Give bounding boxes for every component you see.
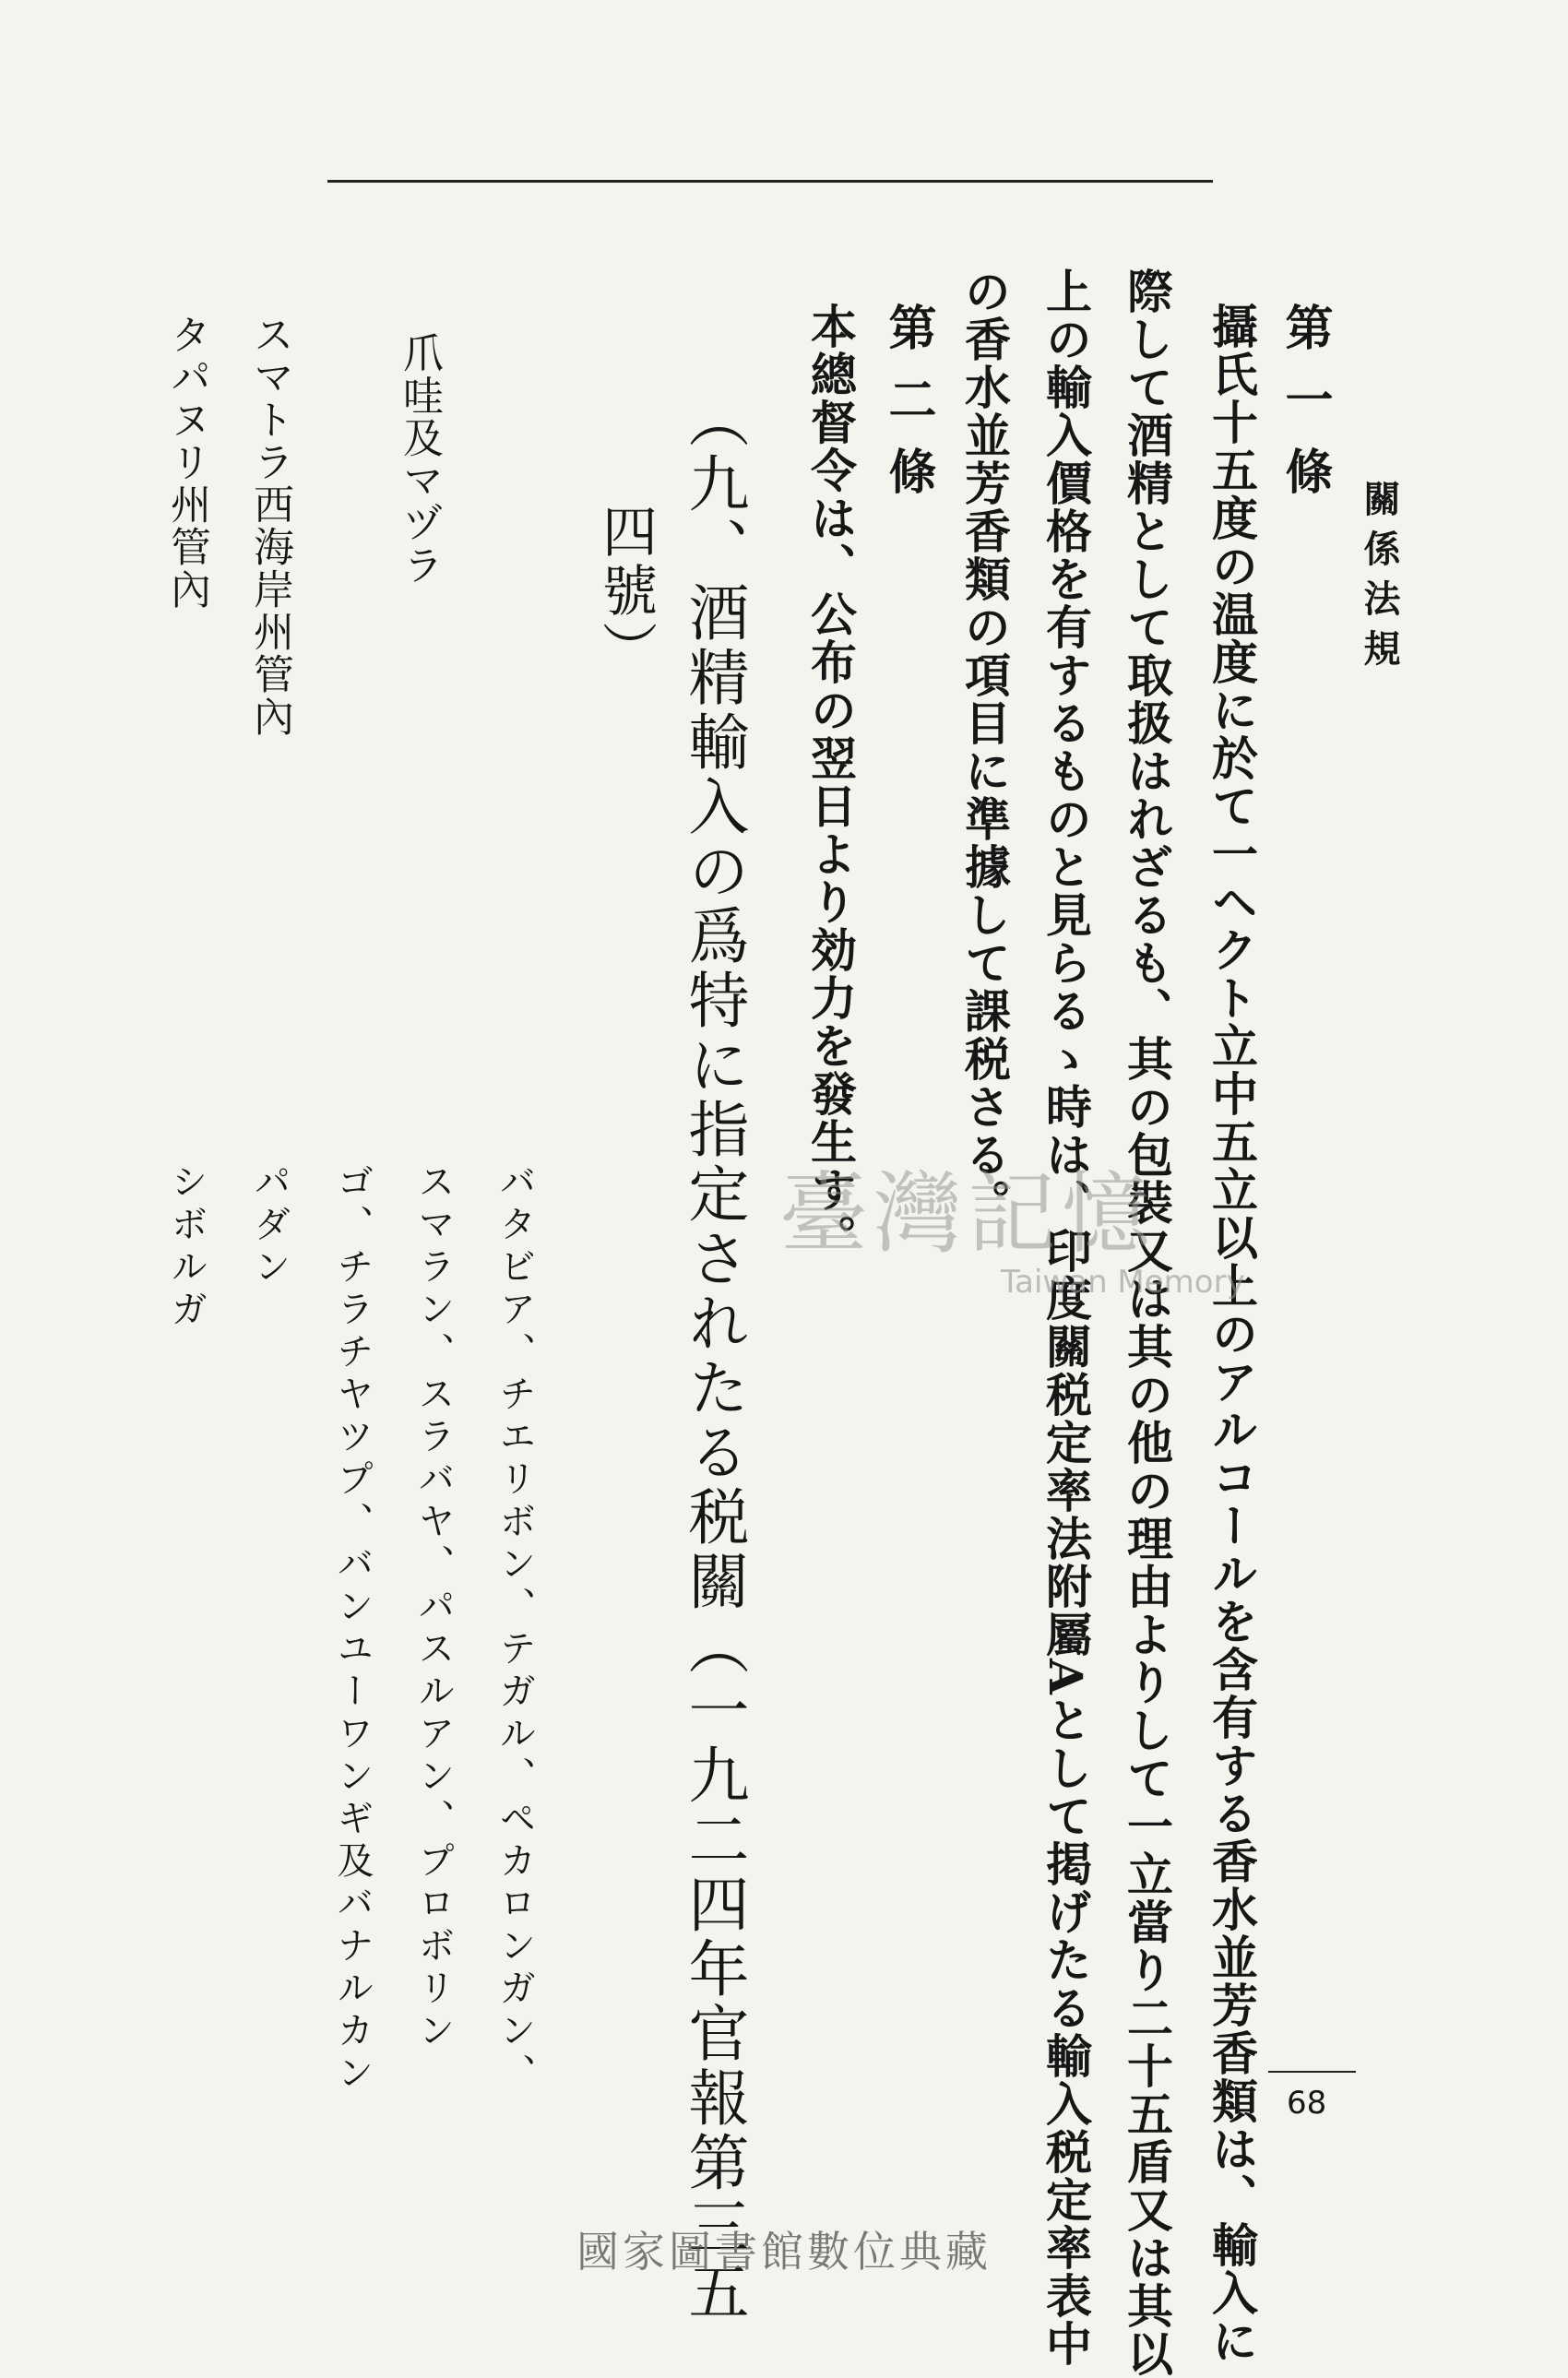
- article-2-label: 第二條: [880, 303, 936, 518]
- article-1-line: の香水並芳香類の項目に準據して課税さる。: [957, 268, 1012, 1227]
- region-name: 爪哇及マヅラ: [396, 332, 443, 587]
- port-list-line: ゴ、チラチヤツプ、バンユーワンギ及バナルカン: [331, 1162, 374, 2096]
- article-1-label: 第一條: [1277, 303, 1333, 518]
- page-number-rule: [1268, 2071, 1356, 2073]
- port-list-line: バタビア、チエリボン、テガル、ペカロンガン、: [493, 1162, 536, 2096]
- port-list-line: スマラン、スラバヤ、パスルアン、プロボリン: [412, 1162, 455, 2053]
- watermark-logo: 臺灣記憶: [779, 1162, 1156, 1266]
- article-1-line: 上の輸入價格を有するものと見らるゝ時は、印度關税定率法附屬Aとして掲げたる輸入税定率表中: [1039, 268, 1093, 2368]
- port-list-line: シボルガ: [165, 1162, 208, 1332]
- article-2-text: 本總督令は、公布の翌日より効力を發生す。: [803, 303, 858, 1262]
- top-rule: [327, 180, 1213, 183]
- section-9-heading: （九、酒精輸入の爲特に指定されたる税關（一九二四年官報第三五: [678, 387, 749, 2324]
- region-name: タパヌリ州管內: [163, 314, 210, 611]
- watermark-logo-en: Taiwan Memory: [1001, 1264, 1245, 1301]
- region-name: スマトラ西海岸州管內: [246, 314, 293, 738]
- running-head: 關係法規: [1358, 480, 1401, 679]
- article-1-line: 際して酒精として取扱はれざるも、其の包裝又は其の他の理由よりして一立當り二十五盾又は其以: [1120, 268, 1174, 2378]
- section-9-heading-cont: 四號）: [593, 503, 658, 680]
- page-number: 68: [1287, 2085, 1327, 2122]
- article-1-line: 攝氏十五度の温度に於て一ヘクト立中五立以上のアルコールを含有する香水並芳香類は、輸入に: [1205, 303, 1259, 2365]
- footer-credit: 國家圖書館數位典藏: [576, 2227, 992, 2277]
- port-list-line: パダン: [248, 1162, 291, 1290]
